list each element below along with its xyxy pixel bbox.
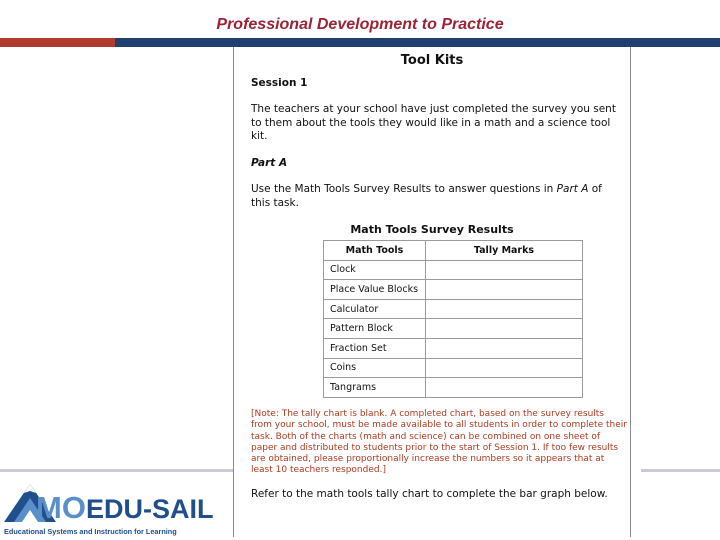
table-row (324, 299, 583, 319)
tool-name: Clock (324, 260, 426, 280)
header-tally-marks: Tally Marks (426, 241, 583, 261)
instruction-text (251, 183, 623, 210)
table-header-row (324, 241, 583, 261)
table-row (324, 358, 583, 378)
table-row (324, 378, 583, 398)
table-row (324, 280, 583, 300)
refer-text: Refer to the math tools tally chart to complete the bar graph below. (251, 488, 608, 500)
logo-mo-text: MO (36, 490, 86, 525)
table-row (324, 260, 583, 280)
tally-cell (426, 319, 583, 339)
header-math-tools: Math Tools (324, 241, 426, 261)
table-title: Math Tools Survey Results (350, 223, 514, 236)
tool-name: Place Value Blocks (324, 280, 426, 300)
instruction-part: Part A (556, 183, 589, 195)
tool-name: Fraction Set (324, 338, 426, 358)
teacher-note: [Note: The tally chart is blank. A completed chart, based on the survey results from your school, must be made available to all students in order to complete their task. Both of the charts (math and science) can be combined on one sheet of paper and distributed to students prior to the start of Session 1. If too few results are obtained, please proportionally increase the numbers so it appears that at least 10 teachers responded.] (251, 409, 627, 476)
header-bar-blue (115, 38, 720, 47)
instruction-post: of this task. (251, 183, 602, 209)
tally-cell (426, 260, 583, 280)
tool-name: Pattern Block (324, 319, 426, 339)
tally-cell (426, 338, 583, 358)
session-heading: Session 1 (251, 77, 308, 89)
tally-table (323, 240, 583, 398)
tool-name: Calculator (324, 299, 426, 319)
table-row (324, 338, 583, 358)
part-heading: Part A (251, 157, 288, 169)
intro-text: The teachers at your school have just completed the survey you sent to them about the tools they would like in a math and a science tool kit. (251, 103, 616, 142)
tally-cell (426, 299, 583, 319)
tool-name: Tangrams (324, 378, 426, 398)
header-bar-red (0, 38, 115, 47)
document-page (233, 47, 631, 537)
tally-cell (426, 378, 583, 398)
tally-cell (426, 280, 583, 300)
tally-cell (426, 358, 583, 378)
logo-subtitle: Educational Systems and Instruction for Learning (4, 527, 177, 536)
table-row (324, 319, 583, 339)
slide-title: Professional Development to Practice (216, 16, 504, 33)
document-title: Tool Kits (400, 53, 464, 68)
mo-edu-sail-logo (0, 476, 225, 540)
document-image (233, 47, 641, 537)
logo-edu-sail-text: EDU-SAIL (86, 494, 214, 524)
tool-name: Coins (324, 358, 426, 378)
instruction-pre: Use the Math Tools Survey Results to answer questions in (251, 183, 557, 195)
logo-graphic (0, 476, 225, 528)
